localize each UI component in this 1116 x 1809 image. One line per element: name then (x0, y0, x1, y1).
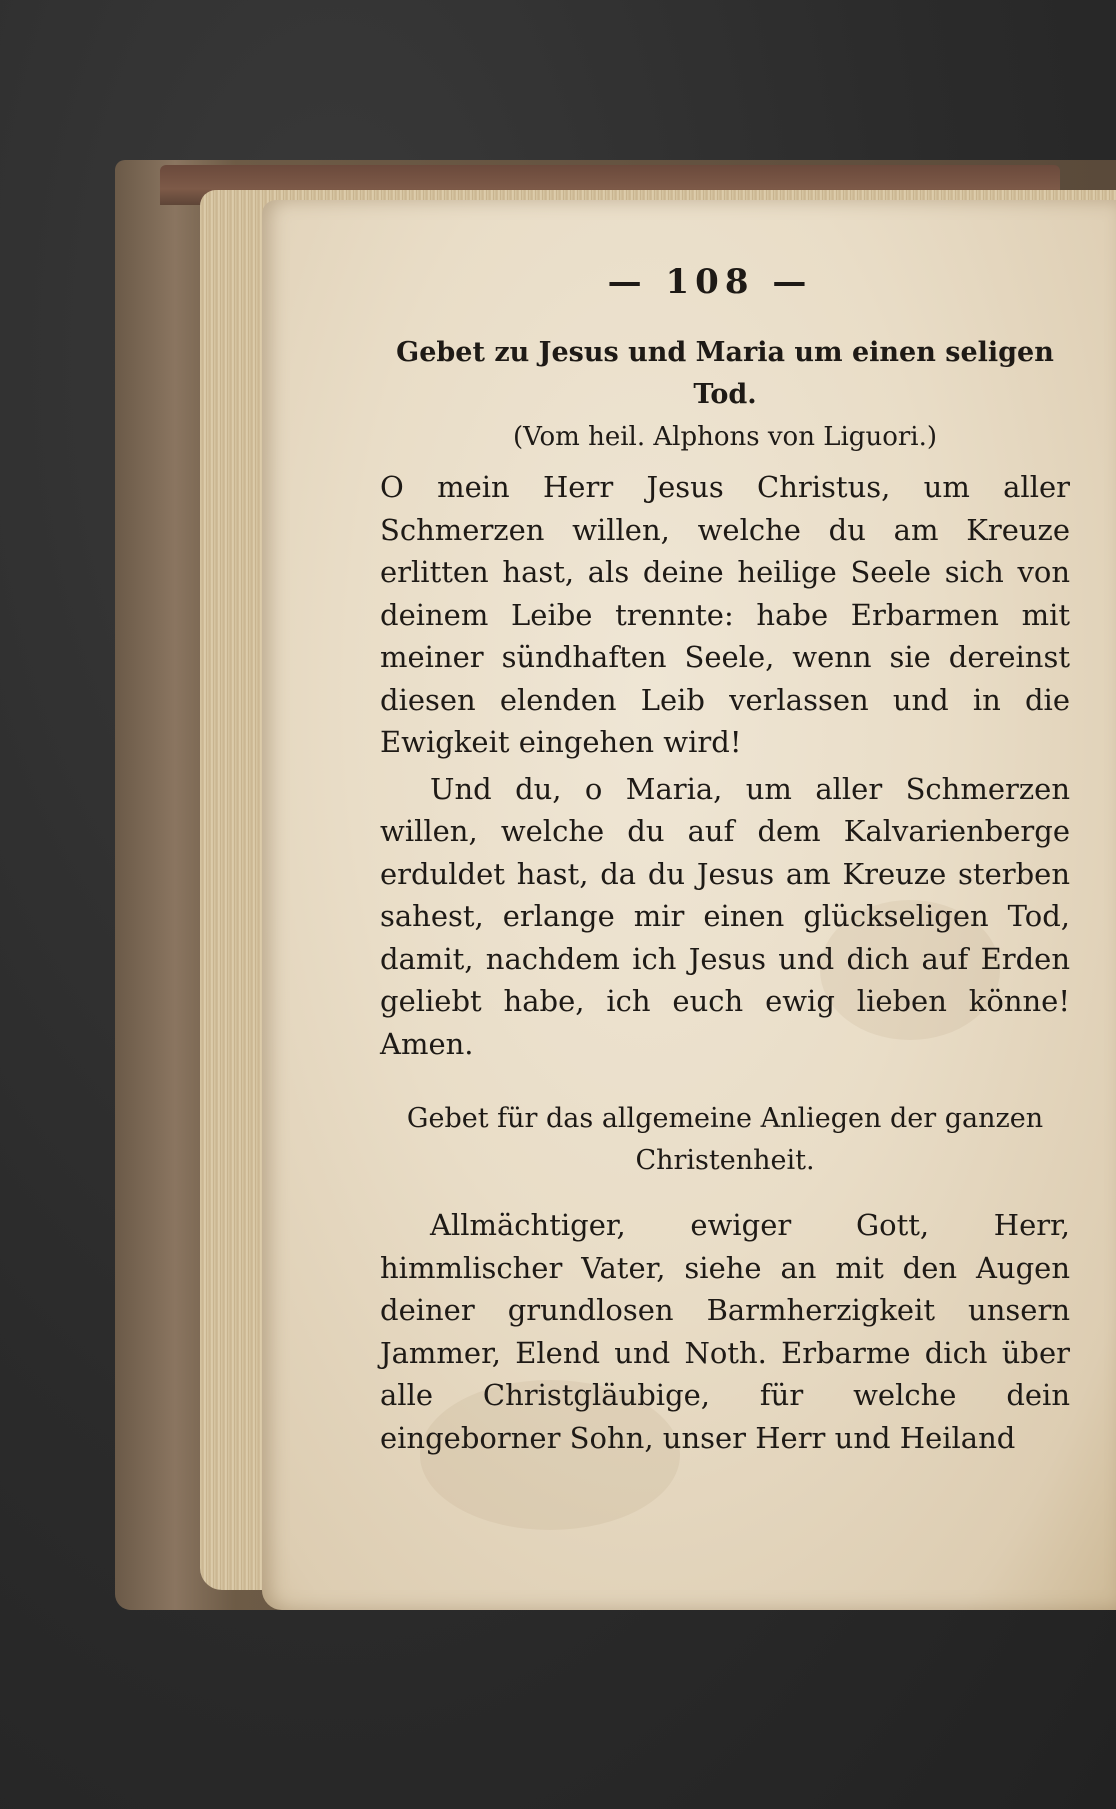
prayer-section-2 (380, 1098, 1070, 1459)
section-heading: Gebet zu Jesus und Maria um einen seligen Tod. (396, 337, 1054, 410)
page-number: — 108 — (607, 262, 813, 302)
prayer-section-1 (380, 332, 1070, 1065)
paragraph: Allmächtiger, ewiger Gott, Herr, himmlischer Vater, siehe an mit den Augen deiner grundlosen Barmherzigkeit unsern Jammer, Elend und Noth. Erbarme dich über alle Christgläubige, für welche dein eingeborner Sohn, unser Herr und Heiland (380, 1208, 1070, 1455)
section-heading: Gebet für das allgemeine Anliegen der ganzen Christenheit. (406, 1103, 1044, 1176)
section-subheading: (Vom heil. Alphons von Liguori.) (512, 422, 937, 452)
paragraph: Und du, o Maria, um aller Schmerzen willen, welche du auf dem Kalvarienberge erduldet hast, da du Jesus am Kreuze sterben sahest, erlange mir einen glückseligen Tod, damit, nachdem ich Jesus und dich auf Erden geliebt habe, ich euch ewig lieben könne! Amen. (380, 771, 1070, 1061)
paragraph: O mein Herr Jesus Christus, um aller Schmerzen willen, welche du am Kreuze erlitten hast, als deine heilige Seele sich von deinem Leibe trennte: habe Erbarmen mit meiner sündhaften Seele, wenn sie dereinst diesen elenden Leib verlassen und in die Ewigkeit eingehen wird! (380, 470, 1070, 759)
